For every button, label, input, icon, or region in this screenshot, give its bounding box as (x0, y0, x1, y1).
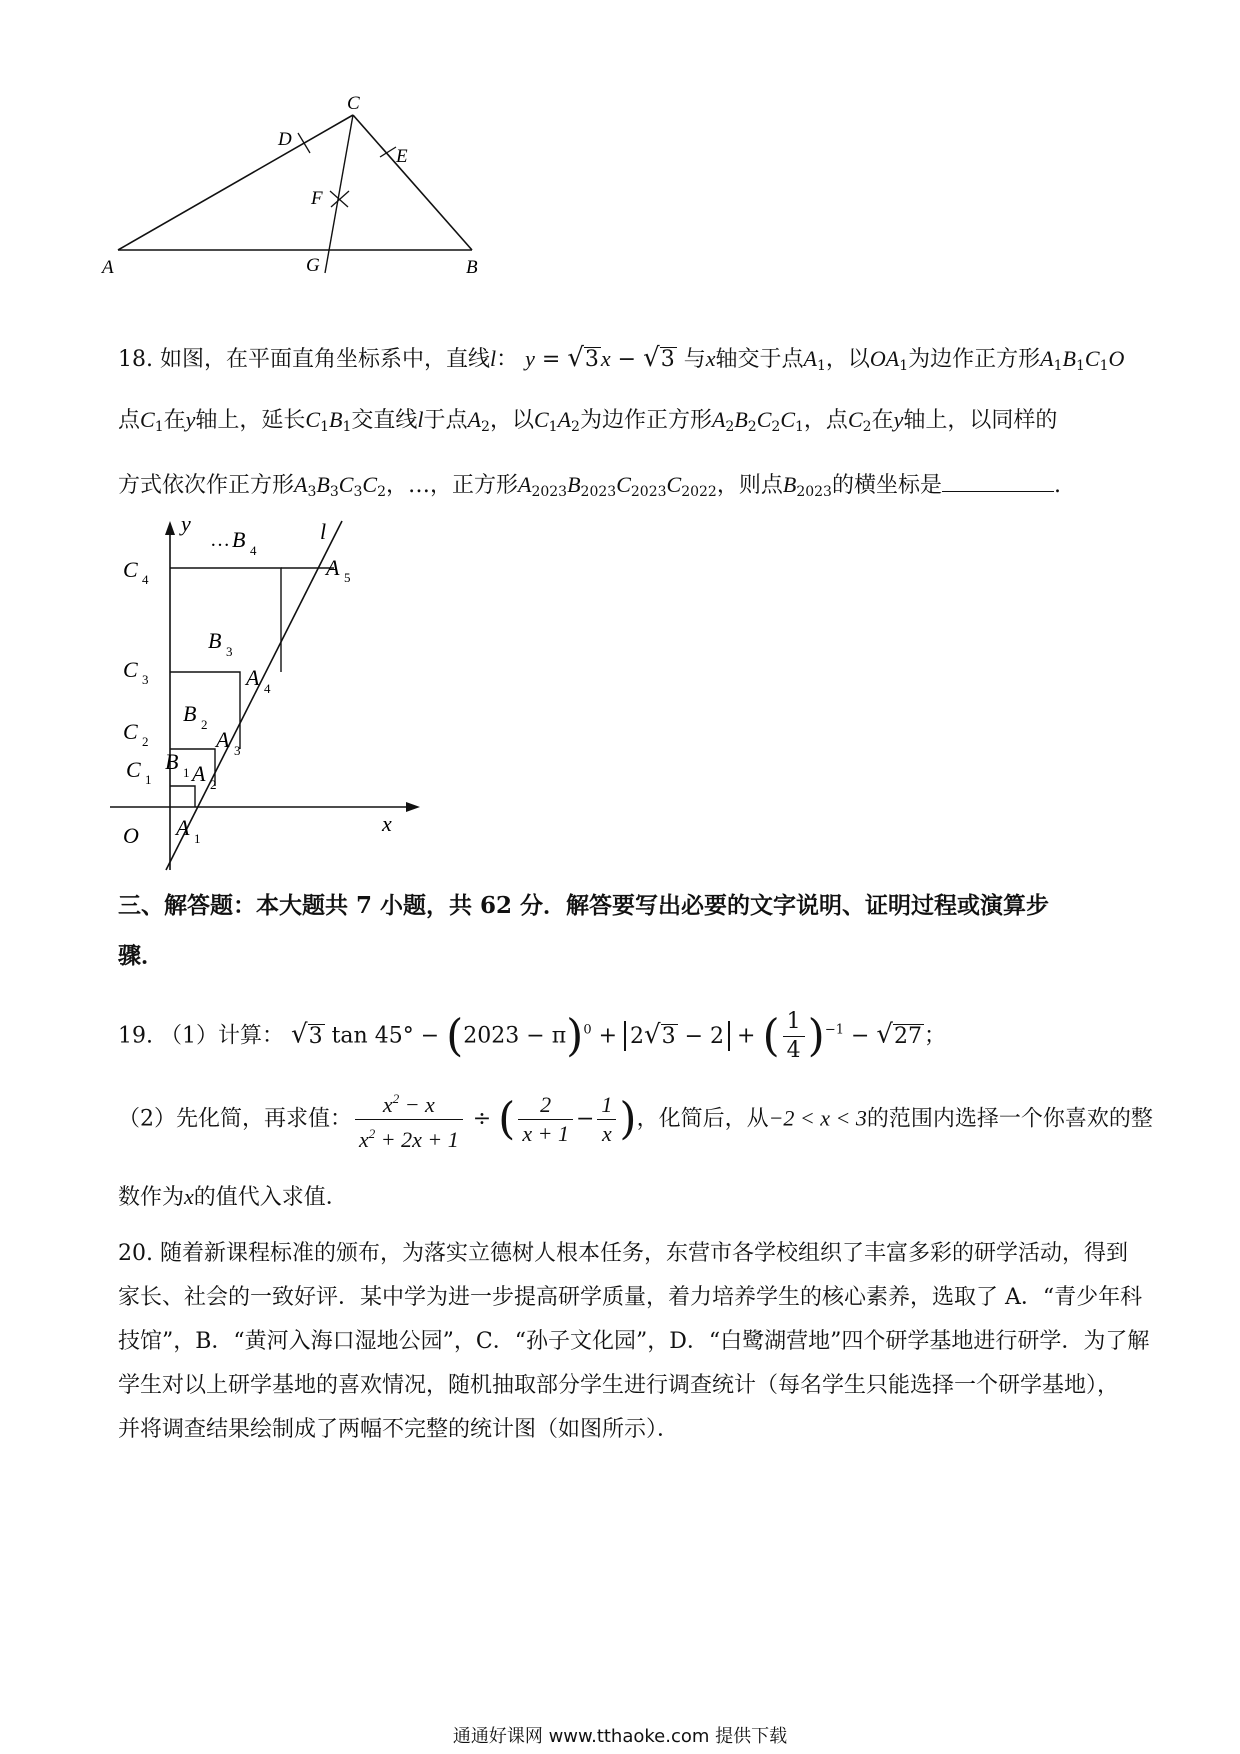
svg-text:4: 4 (142, 572, 149, 587)
svg-text:5: 5 (344, 570, 351, 585)
svg-text:B: B (183, 701, 197, 726)
svg-text:3: 3 (234, 743, 241, 758)
svg-text:C: C (126, 757, 141, 782)
axis-x-label: x (382, 811, 392, 836)
svg-text:C: C (123, 557, 138, 582)
footer-watermark: 通通好课网 www.tthaoke.com 提供下载 (452, 1726, 788, 1747)
svg-text:1: 1 (183, 765, 190, 780)
svg-text:B: B (208, 628, 222, 653)
q18-line3: 方式依次作正方形$A_3B_3C_3C_2$，…，正方形$A_{2023}B_{2023}C_{2023}C_{2022}$，则点$B_{2023}$的横坐标是 . (118, 469, 1061, 507)
q19-part2: （2）先化简，再求值： $\frac{x^2 - x}{x^2 + 2x + 1}$ ÷ ( $\frac{2}{x + 1}$ − $\frac{1}{x}$ )，化简后，从−2 < x < 3的范围内选择一个你喜欢的整 (118, 1085, 1153, 1154)
svg-text:4: 4 (264, 681, 271, 696)
q19-part2-tail: 数作为x的值代入求值． (118, 1184, 348, 1210)
svg-text:1: 1 (194, 831, 201, 846)
origin-label: O (123, 823, 139, 848)
svg-text:A: A (176, 815, 190, 840)
answer-blank (942, 469, 1054, 492)
svg-text:A: A (326, 555, 340, 580)
line-l-label: l (320, 519, 327, 544)
svg-text:B: B (165, 749, 179, 774)
svg-text:2: 2 (210, 777, 217, 792)
label-G: G (306, 255, 320, 276)
label-C: C (347, 95, 360, 114)
svg-text:2: 2 (142, 734, 149, 749)
section-heading: 三、解答题：本大题共 7 小题，共 62 分．解答要写出必要的文字说明、证明过程或演算步 骤． (118, 892, 1050, 969)
svg-text:A: A (216, 727, 230, 752)
svg-text:…: … (210, 529, 230, 551)
svg-text:B: B (232, 527, 246, 552)
label-A: A (102, 257, 114, 278)
svg-text:4: 4 (250, 543, 257, 558)
svg-text:A: A (192, 761, 206, 786)
q18-line1: 18. 如图，在平面直角坐标系中，直线l： y = √3x − √3 与x轴交于点$A_1$，以$OA_1$为边作正方形$A_1B_1C_1O$ (118, 343, 1125, 374)
svg-text:C: C (123, 657, 138, 682)
q18-line2: 点$C_1$在y轴上，延长$C_1B_1$交直线l于点$A_2$，以$C_1A_2$为边作正方形$A_2B_2C_2C_1$，点$C_2$在y轴上，以同样的 (118, 407, 1058, 435)
svg-text:3: 3 (226, 644, 233, 659)
q20-text: 20. 随着新课程标准的颁布，为落实立德树人根本任务，东营市各学校组织了丰富多彩的研学活动，得到 家长、社会的一致好评．某中学为进一步提高研学质量，着力培养学生的核心素养，选取了 A．“青少年科 技馆”，B．“黄河入海口湿地公园”，C．“孙子文化园”，D．“白鹭湖营地”四个研学基地进行研学．为了解 学生对以上研学基地的喜欢情况，随机抽取部分学生进行调查统计（每名学生只能选择一个研学基地）， 并将调查结果绘制成了两幅不完整的统计图（如图所示）． (118, 1241, 1150, 1442)
svg-text:1: 1 (145, 772, 152, 787)
triangle-figure (100, 95, 560, 295)
svg-text:2: 2 (201, 717, 208, 732)
svg-text:A: A (246, 665, 260, 690)
axis-y-label: y (181, 515, 191, 536)
squares-figure (110, 515, 440, 875)
q19-part1: 19. （1）计算： √3 $\tan 45^\circ - (2023 - \pi)^0 + 2√3 - 2$ + ( $\frac{1}{4}$ )$^{-1}$ − √27； (118, 1009, 946, 1063)
label-E: E (396, 146, 408, 167)
label-F: F (311, 188, 323, 209)
svg-text:3: 3 (142, 672, 149, 687)
label-D: D (278, 129, 292, 150)
label-B: B (466, 257, 478, 278)
q18-number: 18. (118, 347, 153, 372)
svg-text:C: C (123, 719, 138, 744)
